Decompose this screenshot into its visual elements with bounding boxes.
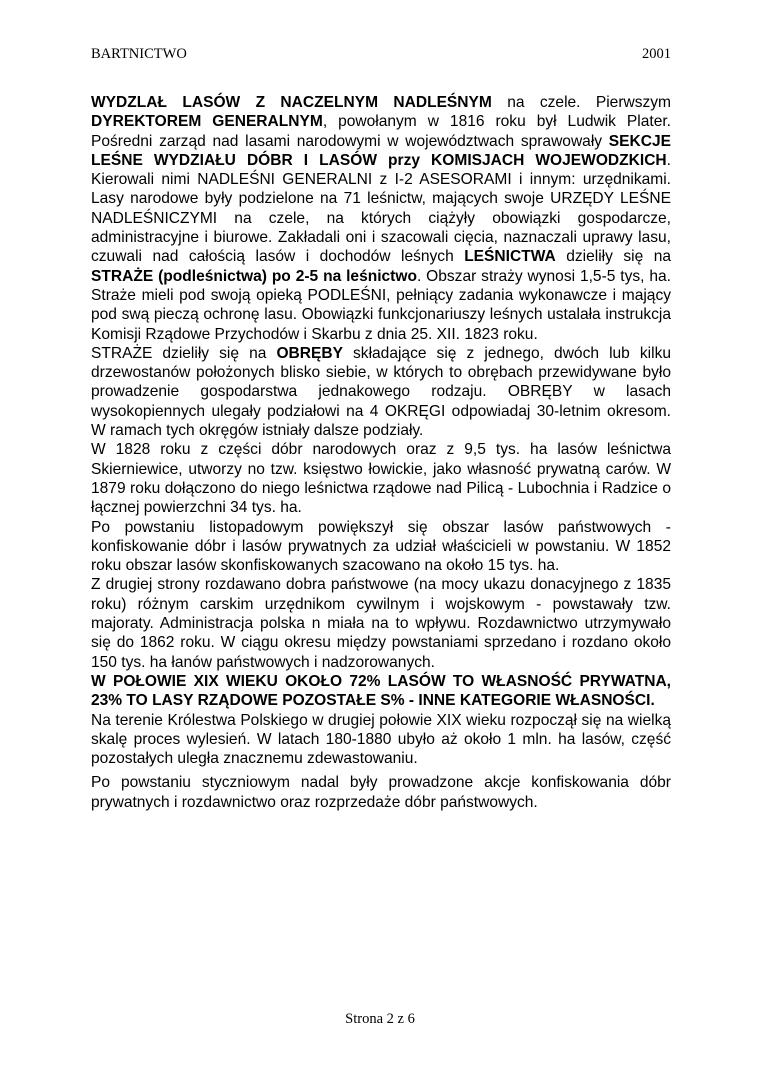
bold-text: OBRĘBY — [276, 344, 343, 362]
bold-text: SEKCJE LEŚNE WYDZIAŁU DÓBR I LASÓW przy KOMISJACH WOJEWODZKICH — [91, 132, 671, 169]
paragraph — [91, 672, 671, 711]
text: Na terenie Królestwa Polskiego w drugiej połowie XIX wieku rozpoczął się na wielką skalę proces wylesień. W latach 180-1880 ubyło aż około 1 mln. ha lasów, część pozostałych uległa znacznemu zdewastowaniu. — [91, 711, 671, 768]
text: na czele. Pierwszym — [491, 94, 671, 111]
bold-text: LEŚNICTWA — [464, 248, 556, 266]
paragraph — [91, 575, 671, 671]
text: Z drugiej strony rozdawano dobra państwowe (na mocy ukazu donacyjnego z 1835 roku) różnym carskim urzędnikom cywilnym i wojskowym - powstawały tzw. majoraty. Administracja polska n miała na to wpływu. Rozdawnictwo utrzymywało się do 1862 roku. W ciągu okresu między powstaniami sprzedano i rozdano około 150 tys. ha łanów państwowych i nadzorowanych. — [91, 576, 671, 671]
header-year: 2001 — [642, 46, 671, 62]
paragraph — [91, 93, 671, 344]
bold-text: W POŁOWIE XIX WIEKU OKOŁO 72% LASÓW TO WŁASNOŚĆ PRYWATNA, 23% TO LASY RZĄDOWE POZOSTAŁE S% - INNE KATEGORIE WŁASNOŚCI. — [91, 672, 671, 710]
header-title: BARTNICTWO — [91, 46, 187, 62]
text: W 1828 roku z części dóbr narodowych oraz z 9,5 tys. ha lasów leśnictwa Skierniewice, utworzy no tzw. księstwo łowickie, jako własność prywatną carów. W 1879 roku dołączono do niego leśnictwa rządowe nad Pilicą - Lubochnia i Radzice o łącznej powierzchni 34 tys. ha. — [91, 441, 671, 517]
text: Po powstaniu listopadowym powiększył się obszar lasów państwowych - konfiskowanie dóbr i lasów prywatnych za udział właścicieli w powstaniu. W 1852 roku obszar lasów skonfiskowanych szacowano na około 15 tys. ha. — [91, 518, 671, 575]
paragraph — [91, 711, 671, 769]
page-footer: Strona 2 z 6 — [345, 1011, 415, 1027]
paragraph — [91, 344, 671, 440]
document-body — [91, 93, 671, 812]
bold-text: WYDZLAŁ LASÓW Z NACZELNYM NADLEŚNYM — [91, 94, 492, 111]
paragraph — [91, 440, 671, 517]
text: STRAŻE dzieliły się na — [91, 344, 277, 362]
paragraph — [91, 518, 671, 576]
bold-text: DYREKTOREM GENERALNYM — [91, 113, 323, 131]
page-header — [91, 46, 671, 66]
text: , powołanym w 1816 roku był Ludwik Plater. Pośredni zarząd nad lasami narodowymi w województwach sprawowały — [91, 113, 671, 150]
text: . Kierowali nimi NADLEŚNI GENERALNI z I-2 ASESORAMI i innym: urzędnikami. Lasy narodowe były podzielone na 71 leśnictw, mających swoje URZĘDY LEŚNE NADLEŚNICZYMI na czele, na których ciążyły obowiązki gospodarcze, administracyjne i biurowe. Zakładali oni i szacowali cięcia, naznaczali uprawy lasu, czuwali nad całością lasów i dochodów leśnych — [91, 151, 671, 266]
paragraph — [91, 773, 671, 812]
text: . Obszar straży wynosi 1,5-5 tys, ha. Straże mieli pod swoją opieką PODLEŚNI, pełniący zadania wykonawcze i mający pod swą pieczą ochronę lasu. Obowiązki funkcjonariuszy leśnych ustalała instrukcja Komisji Rządowe Przychodów i Skarbu z dnia 25. XII. 1823 roku. — [91, 267, 671, 343]
text: składające się z jednego, dwóch lub kilku drzewostanów położonych blisko siebie, w których to obrębach przewidywane było prowadzenie gospodarstwa jednakowego rodzaju. OBRĘBY w lasach wysokopiennych ulegały podziałowi na 4 OKRĘGI odpowiadaj 30-letnim okresom. W ramach tych okręgów istniały dalsze podziały. — [91, 344, 671, 440]
text: dzieliły się na — [555, 248, 671, 266]
text: Po powstaniu styczniowym nadal były prowadzone akcje konfiskowania dóbr prywatnych i rozdawnictwo oraz rozprzedaże dóbr państwowych. — [91, 774, 671, 811]
bold-text: STRAŻE (podleśnictwa) po 2-5 na leśnictwo — [91, 267, 417, 285]
